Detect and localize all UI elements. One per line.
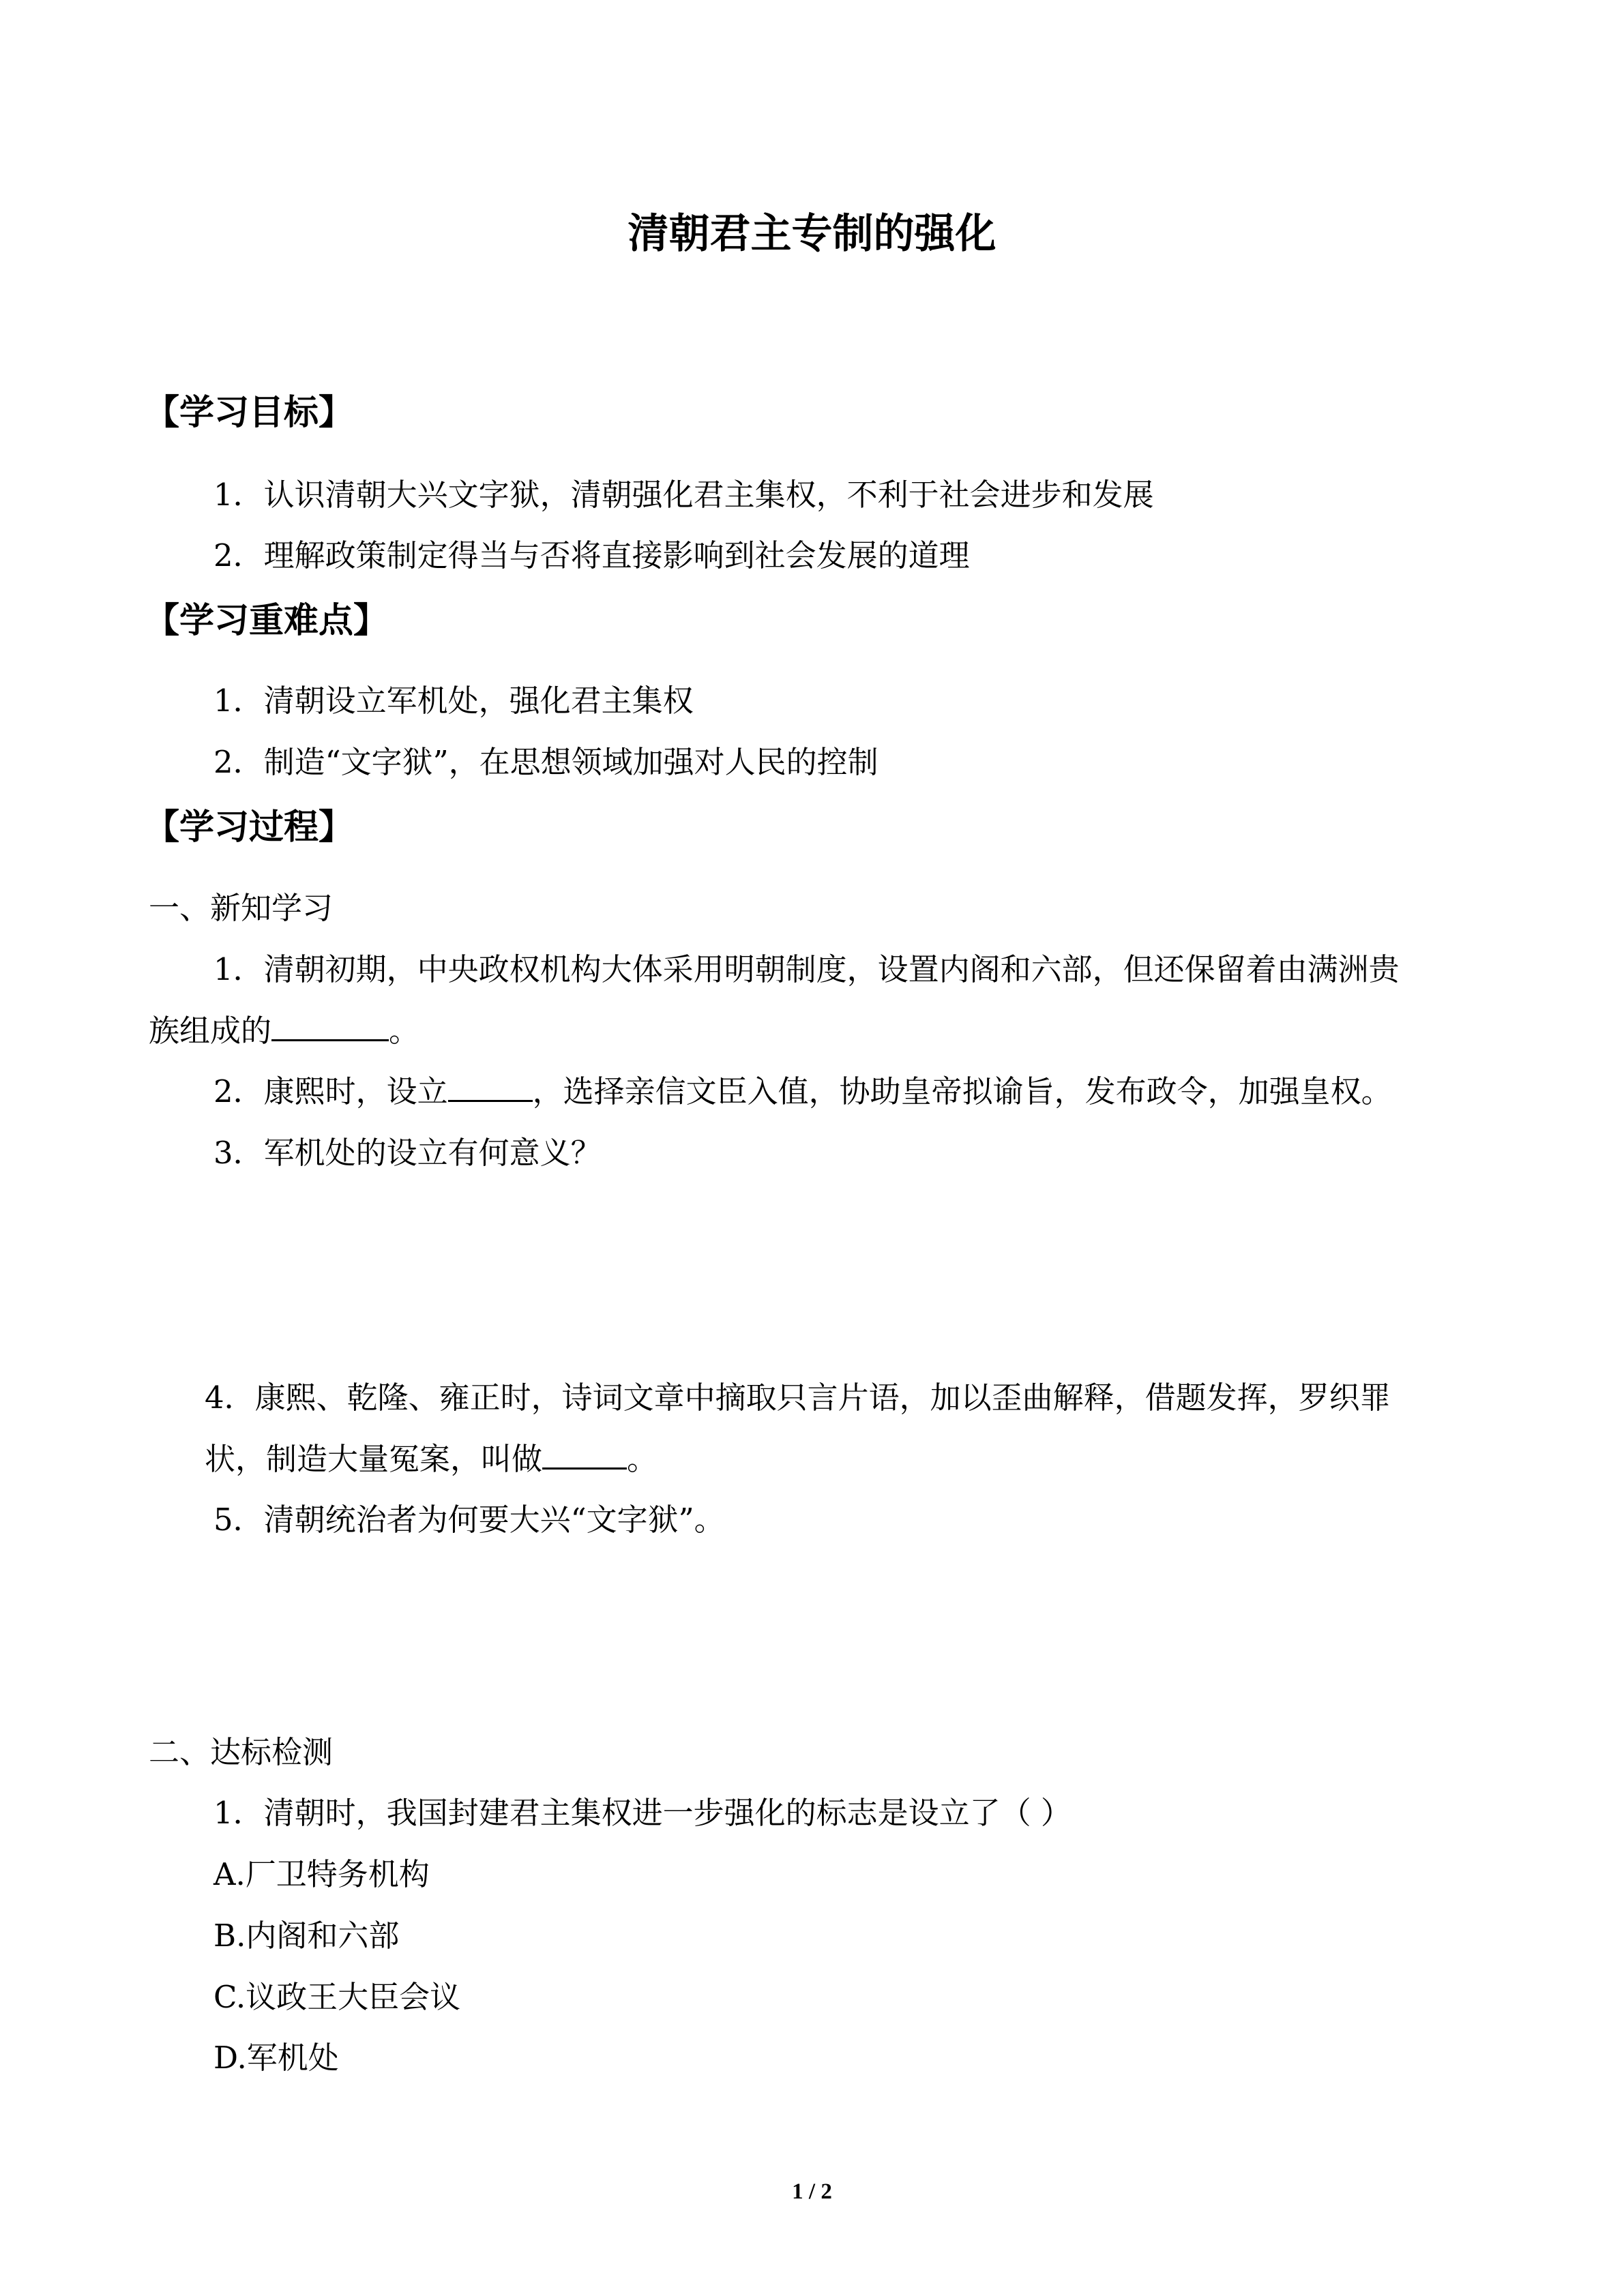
objective-item-1: 1．认识清朝大兴文字狱，清朝强化君主集权，不利于社会进步和发展: [213, 477, 1154, 513]
question-1-text-before-blank: 族组成的: [149, 1013, 272, 1049]
question-4-line-1: 4．康熙、乾隆、雍正时，诗词文章中摘取只言片语，加以歪曲解释，借题发挥，罗织罪: [205, 1380, 1391, 1416]
question-1-line-2: [149, 1010, 419, 1052]
question-2: [213, 1071, 1392, 1113]
question-4-text-before-blank: 状，制造大量冤案，叫做: [205, 1441, 543, 1477]
question-4-line-2: [205, 1438, 658, 1480]
question-2-text-after-blank: ，选择亲信文臣入值，协助皇帝拟谕旨，发布政令，加强皇权。: [532, 1073, 1392, 1109]
question-2-answer-blank[interactable]: [448, 1073, 533, 1102]
key-point-item-1: 1．清朝设立军机处，强化君主集权: [213, 683, 694, 719]
option-c[interactable]: C.议政王大臣会议: [213, 1979, 461, 2015]
process-heading: 【学习过程】: [145, 807, 354, 848]
objective-item-2: 2．理解政策制定得当与否将直接影响到社会发展的道理: [213, 537, 970, 573]
key-point-item-2: 2．制造“文字狱”，在思想领域加强对人民的控制: [213, 744, 879, 780]
question-5: 5．清朝统治者为何要大兴“文字狱”。: [213, 1502, 725, 1538]
question-1-line-1: 1．清朝初期，中央政权机构大体采用明朝制度，设置内阁和六部，但还保留着由满洲贵: [213, 951, 1400, 987]
section-new-knowledge-heading: 一、新知学习: [149, 890, 334, 926]
option-b[interactable]: B.内阁和六部: [213, 1918, 400, 1954]
question-1-text-after-blank: 。: [389, 1013, 420, 1049]
key-points-heading: 【学习重难点】: [145, 601, 389, 641]
question-4-answer-blank[interactable]: [542, 1440, 627, 1470]
question-5-answer-area[interactable]: [213, 1548, 1441, 1705]
assessment-question-1: 1．清朝时，我国封建君主集权进一步强化的标志是设立了（ ）: [213, 1795, 1072, 1831]
option-d[interactable]: D.军机处: [213, 2040, 339, 2076]
question-3-answer-area[interactable]: [213, 1180, 1441, 1357]
section-assessment-heading: 二、达标检测: [149, 1734, 334, 1770]
question-1-answer-blank[interactable]: [271, 1012, 389, 1041]
option-a[interactable]: A.厂卫特务机构: [213, 1856, 430, 1892]
question-3: 3．军机处的设立有何意义？: [213, 1135, 602, 1171]
objectives-heading: 【学习目标】: [145, 393, 354, 433]
question-4-text-after-blank: 。: [627, 1441, 658, 1477]
page-number: 1 / 2: [792, 2179, 832, 2204]
question-2-text-before-blank: 2．康熙时，设立: [213, 1073, 448, 1109]
document-title: 清朝君主专制的强化: [628, 210, 996, 258]
